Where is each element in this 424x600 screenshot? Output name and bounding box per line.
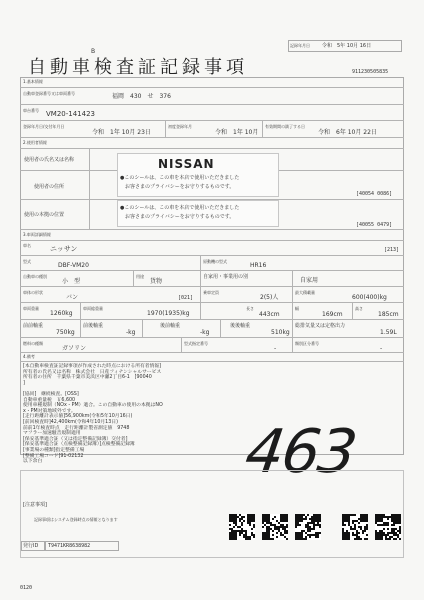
base-location-label: 使用の本拠の位置 bbox=[24, 212, 65, 218]
chassis-value: VM20-141423 bbox=[46, 110, 95, 118]
front2-axle-label: 前後軸重 bbox=[83, 323, 104, 329]
remark-line: [事業場の種類]指定整備工場 bbox=[23, 447, 85, 453]
sticker2-text-2: お客さまのプライバシーをお守りするものです。 bbox=[125, 214, 235, 220]
height-value: 185cm bbox=[378, 311, 399, 318]
max-load-label: 最大積載量 bbox=[295, 290, 315, 295]
body-value: バン bbox=[66, 294, 79, 301]
qr-code bbox=[342, 514, 368, 540]
width-value: 169cm bbox=[322, 311, 343, 318]
class-number-value: - bbox=[380, 345, 383, 352]
initial-reg-value: 令和 1年 10月 bbox=[215, 129, 259, 136]
remark-line: [保安基準適合証（点検整備記録簿）]点検整備記録簿 bbox=[23, 442, 135, 448]
length-value: 443cm bbox=[259, 311, 280, 318]
capacity-value: 2(5)人 bbox=[260, 294, 279, 301]
qr-code bbox=[375, 514, 401, 540]
class-number-label: 類別区分番号 bbox=[295, 341, 319, 346]
front-axle-label: 前前軸重 bbox=[23, 323, 44, 329]
rear-axle-label: 後前軸重 bbox=[160, 323, 181, 329]
first-reg-value: 令和 1年 10月 23日 bbox=[92, 129, 151, 136]
body-code: [021] bbox=[178, 295, 194, 301]
section-basic-label: 1.基本情報 bbox=[23, 79, 43, 84]
purpose-label: 自家用・事業用の別 bbox=[203, 274, 249, 280]
page-code: 0120 bbox=[20, 585, 33, 591]
notice-text: 記録事項はシステム登録時点の情報となります bbox=[34, 517, 118, 522]
max-load-value: 600(400)kg bbox=[352, 294, 387, 301]
issue-id-value: T9471KR8638982 bbox=[48, 543, 91, 549]
remark-line: 所有者の氏名又は名称 株式会社 日産フィナンシャルサービス bbox=[23, 369, 162, 375]
remark-line: [保安基準適合証（又は指定整備記録簿）交付者] bbox=[23, 436, 128, 442]
use-label: 用途 bbox=[136, 274, 144, 279]
weight-label: 車両重量 bbox=[23, 306, 39, 311]
document-title: 自動車検査証記録事項 bbox=[28, 57, 248, 78]
gross-weight-label: 車両総重量 bbox=[83, 306, 103, 311]
maker-label: 車名 bbox=[23, 243, 31, 248]
fuel-label: 燃料の種類 bbox=[23, 341, 43, 346]
remark-line: 使用車種規制（NOx・PM）適合。この自動車の使用の本拠はNO bbox=[23, 403, 163, 409]
front2-axle-value: -kg bbox=[126, 329, 136, 336]
qr-code bbox=[262, 514, 288, 540]
record-date-value: 令和 5年 10月 16日 bbox=[322, 43, 372, 49]
document-number: 911230505835 bbox=[352, 69, 389, 75]
length-label: 長さ bbox=[246, 306, 254, 311]
engine-value: HR16 bbox=[250, 262, 267, 269]
displacement-value: 1.59L bbox=[380, 329, 397, 336]
first-reg-label: 登録年月日/交付年月日 bbox=[23, 124, 65, 129]
sticker-text-2: お客さまのプライバシーをお守りするものです。 bbox=[125, 184, 235, 190]
fuel-value: ガソリン bbox=[62, 345, 87, 352]
qr-code bbox=[229, 514, 255, 540]
displacement-label: 総排気量又は定格出力 bbox=[295, 323, 346, 329]
use-value: 貨物 bbox=[150, 278, 163, 285]
expiry-value: 令和 6年 10月 22日 bbox=[318, 129, 377, 136]
issue-id-label: 発行ID bbox=[23, 543, 39, 549]
purpose-value: 自家用 bbox=[300, 277, 319, 284]
maker-code: [213] bbox=[384, 247, 400, 253]
model-label: 型式 bbox=[23, 259, 31, 264]
front-axle-value: 750kg bbox=[56, 329, 75, 336]
body-label: 車体の形状 bbox=[23, 290, 43, 295]
remark-line: 前前1年検査時点 走行距離計製省測定値 9748 bbox=[23, 425, 130, 431]
engine-label: 原動機の型式 bbox=[203, 259, 227, 264]
remark-line: [整備工場コード]91-02132 bbox=[23, 453, 84, 459]
rear2-axle-value: 510kg bbox=[271, 329, 290, 336]
user-address-label: 使用者の住所 bbox=[34, 184, 65, 190]
reg-number-label: 自動車登録番号又は車両番号 bbox=[23, 91, 75, 96]
handwritten-number: 463 bbox=[241, 417, 360, 487]
remark-line: ] bbox=[23, 380, 25, 386]
remarks-list bbox=[23, 364, 263, 465]
type-number-value: - bbox=[274, 345, 277, 352]
remark-line: 所有者の住所 千葉県千葉市美浜区中瀬2丁目6-1 [90040 bbox=[23, 375, 152, 381]
type-number-label: 型式指定番号 bbox=[184, 341, 208, 346]
qr-code bbox=[295, 514, 321, 540]
rear-axle-value: -kg bbox=[200, 329, 210, 336]
remark-line: [前回検査時]42,400km(令和4年10月13日) bbox=[23, 419, 118, 425]
notice-title: [注意事項] bbox=[23, 502, 47, 508]
record-date-label: 記録年月日 bbox=[290, 43, 310, 48]
sticker-text-1: ●このシールは、この車を本店で使用いただきました bbox=[120, 175, 240, 181]
model-value: DBF-VM20 bbox=[58, 262, 89, 269]
expiry-label: 有効期間の満了する日 bbox=[265, 124, 305, 129]
weight-value: 1260kg bbox=[50, 310, 73, 317]
section-vehicle-label: 3.車両詳細情報 bbox=[23, 232, 51, 237]
user-name-label: 使用者の氏名又は名称 bbox=[24, 157, 75, 163]
section-remarks-label: 4.備考 bbox=[23, 354, 35, 359]
marker-letter: B bbox=[91, 48, 96, 55]
user-code-2: [40055 0479] bbox=[356, 222, 393, 228]
rear2-axle-label: 後後軸重 bbox=[230, 323, 251, 329]
nissan-logo: NISSAN bbox=[158, 157, 215, 171]
vehicle-type-value: 小 型 bbox=[62, 278, 81, 285]
reg-number-value: 福岡 430 せ 376 bbox=[112, 93, 171, 100]
chassis-label: 車台番号 bbox=[23, 108, 39, 113]
vehicle-type-label: 自動車の種別 bbox=[23, 274, 47, 279]
remark-line: 以下余白 bbox=[23, 459, 43, 465]
height-label: 高さ bbox=[355, 306, 363, 311]
section-user-label: 2.使用者情報 bbox=[23, 140, 47, 145]
remark-line: [本自動車検査証記録事項が作成された時点における所有者情報] bbox=[23, 364, 162, 369]
remark-line: [協同] 継続検査。[OSS] bbox=[23, 391, 79, 397]
remark-line: マフラー加速騒音規制適用 bbox=[23, 431, 81, 437]
gross-weight-value: 1970(1935)kg bbox=[147, 310, 190, 317]
remark-line: [走行距離計表示値]56,900km(令和5年10月16日) bbox=[23, 414, 133, 420]
sticker2-text-1: ●このシールは、この車を本店で使用いただきました bbox=[120, 205, 240, 211]
capacity-label: 乗車定員 bbox=[203, 290, 219, 295]
remark-line: x・PM対策地域外です。 bbox=[23, 408, 76, 414]
user-code-1: [40054 0086] bbox=[356, 191, 393, 197]
width-label: 幅 bbox=[295, 306, 299, 311]
remark-line: 自動車重量税 ￥6,600 bbox=[23, 397, 76, 403]
initial-reg-label: 初度登録年月 bbox=[168, 124, 192, 129]
maker-value: ニッサン bbox=[50, 245, 78, 253]
